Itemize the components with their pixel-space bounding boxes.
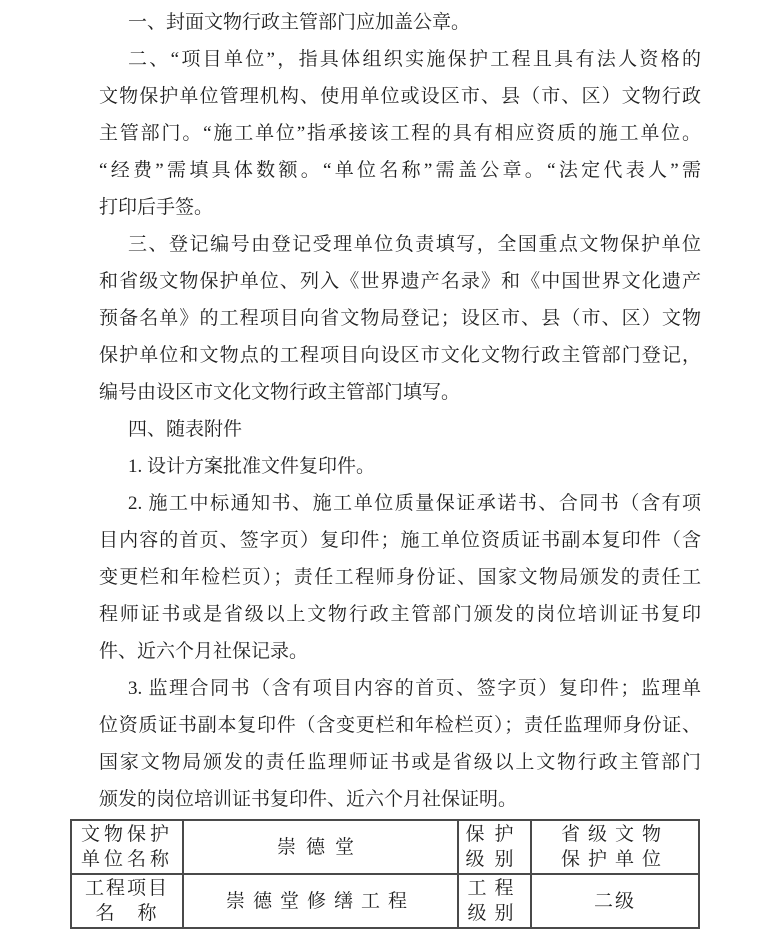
body-line: 国家文物局颁发的责任监理师证书或是省级以上文物行政主管部门 [99, 752, 701, 773]
body-line: 1. 设计方案批准文件复印件。 [128, 456, 376, 477]
cell-line: 工程 [467, 878, 522, 899]
body-line: 位资质证书副本复印件（含变更栏和年检栏页）；责任监理师身份证、 [99, 715, 701, 736]
body-line: “经费”需填具体数额。“单位名称”需盖公章。“法定代表人”需 [99, 160, 701, 181]
body-line: 打印后手签。 [99, 197, 214, 218]
cell-line: 级别 [467, 903, 522, 924]
body-text-block [99, 0, 701, 818]
table-cell-unit-name-value [183, 820, 458, 874]
body-line: 二、“项目单位”，指具体组织实施保护工程且具有法人资格的 [128, 49, 701, 70]
cell-line: 单位名称 [80, 849, 173, 870]
table-cell-project-level-label [458, 874, 531, 928]
cell-line: 崇德堂修缮工程 [225, 890, 415, 912]
table-cell-unit-name-label [71, 820, 183, 874]
body-line: 和省级文物保护单位、列入《世界遗产名录》和《中国世界文化遗产 [99, 271, 701, 292]
body-line: 程师证书或是省级以上文物行政主管部门颁发的岗位培训证书复印 [99, 604, 701, 625]
body-line: 件、近六个月社保记录。 [99, 641, 309, 662]
cell-line: 保护 [465, 824, 524, 845]
table-cell-project-name-value [183, 874, 458, 928]
table-cell-project-name-label [71, 874, 183, 928]
cell-line: 二级 [593, 890, 636, 912]
cell-line: 级别 [465, 849, 524, 870]
cell-line: 保护单位 [560, 849, 669, 870]
cell-line: 文物保护 [80, 824, 173, 845]
body-line: 颁发的岗位培训证书复印件、近六个月社保证明。 [99, 789, 518, 810]
table-cell-protection-level-value [531, 820, 699, 874]
body-line: 三、登记编号由登记受理单位负责填写，全国重点文物保护单位 [128, 234, 701, 255]
table-cell-protection-level-label [458, 820, 531, 874]
body-line: 2. 施工中标通知书、施工单位质量保证承诺书、合同书（含有项 [128, 493, 701, 514]
table-row [71, 874, 699, 928]
body-line: 主管部门。“施工单位”指承接该工程的具有相应资质的施工单位。 [99, 123, 701, 144]
table-row [71, 820, 699, 874]
body-line: 一、封面文物行政主管部门应加盖公章。 [128, 12, 471, 33]
registration-table [70, 819, 700, 929]
body-line: 3. 监理合同书（含有项目内容的首页、签字页）复印件；监理单 [128, 678, 701, 699]
table-cell-project-level-value [531, 874, 699, 928]
cell-line: 工程项目 [84, 878, 169, 899]
body-line: 四、随表附件 [128, 419, 243, 440]
cell-line: 崇德堂 [276, 836, 364, 858]
body-line: 文物保护单位管理机构、使用单位或设区市、县（市、区）文物行政 [99, 86, 701, 107]
cell-line: 名 称 [95, 903, 159, 924]
body-line: 预备名单》的工程项目向省文物局登记；设区市、县（市、区）文物 [99, 308, 701, 329]
body-line: 变更栏和年检栏页）；责任工程师身份证、国家文物局颁发的责任工 [99, 567, 701, 588]
body-line: 目内容的首页、签字页）复印件；施工单位资质证书副本复印件（含 [99, 530, 701, 551]
body-line: 编号由设区市文化文物行政主管部门填写。 [99, 382, 461, 403]
body-line: 保护单位和文物点的工程项目向设区市文化文物行政主管部门登记， [99, 345, 701, 366]
cell-line: 省级文物 [560, 824, 669, 845]
